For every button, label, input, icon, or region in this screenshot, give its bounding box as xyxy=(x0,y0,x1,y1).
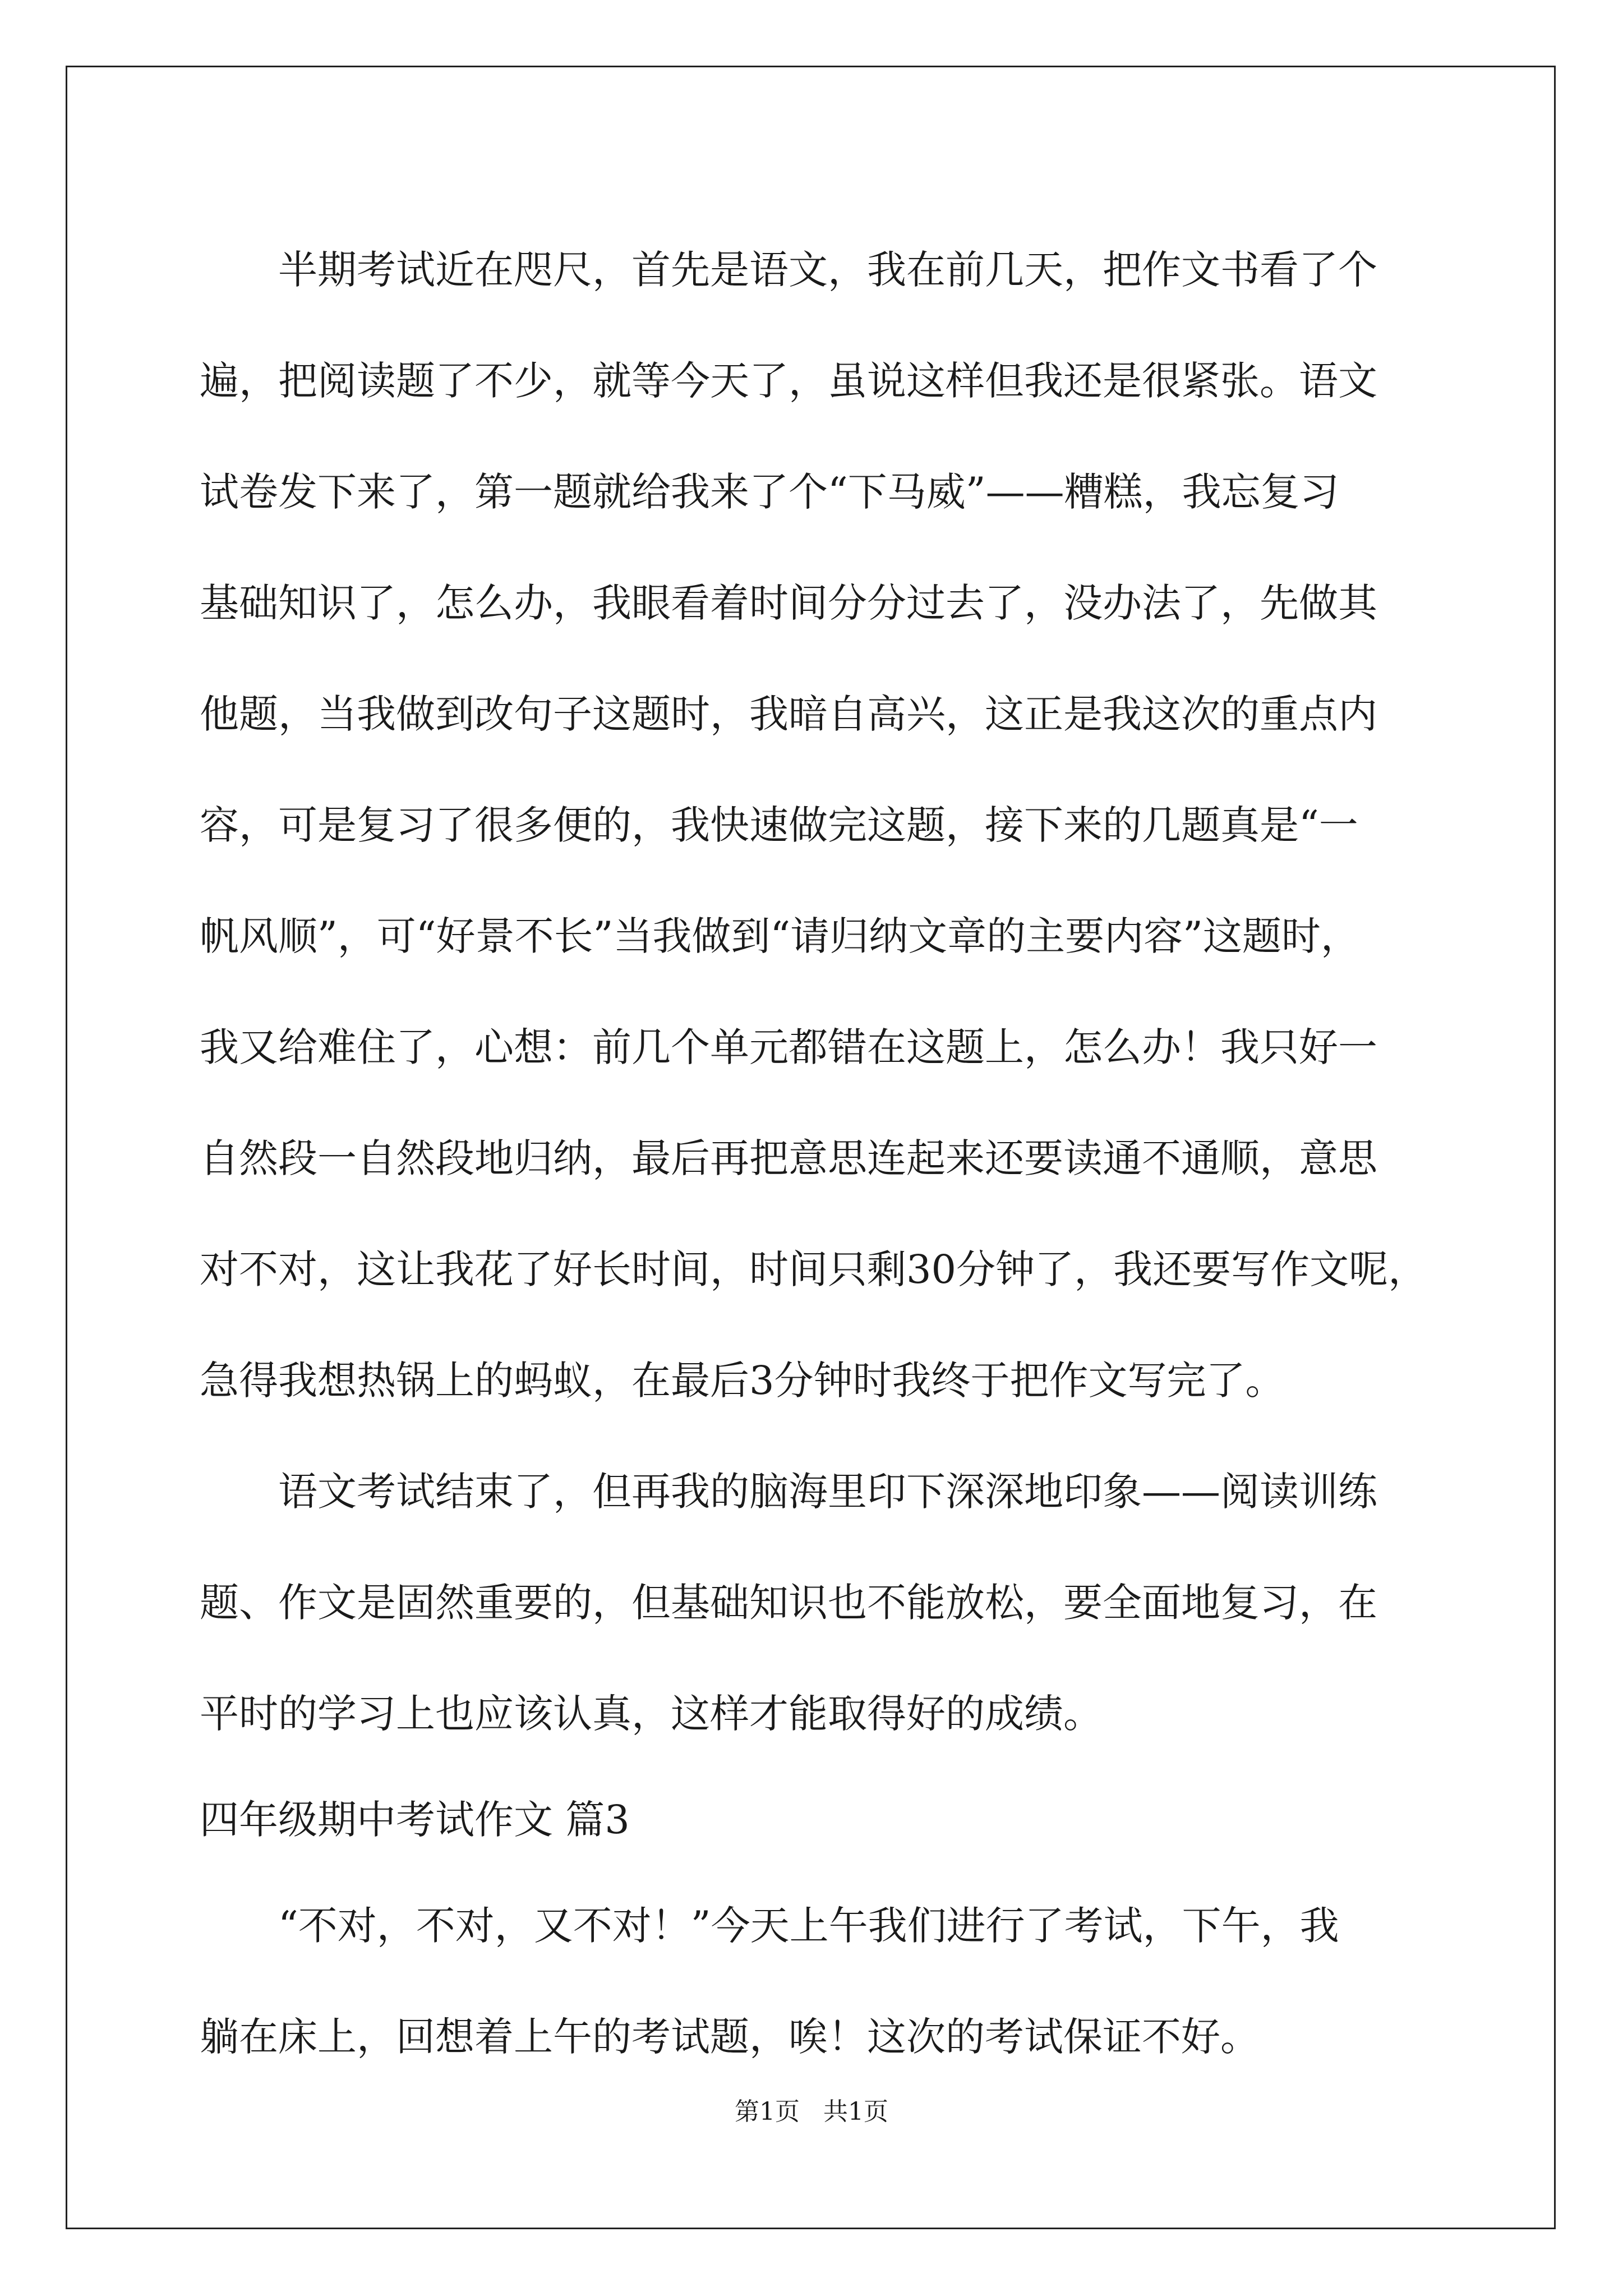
paragraph-line: 自然段一自然段地归纳，最后再把意思连起来还要读通不通顺，意思 xyxy=(200,1135,1377,1181)
paragraph-line: “不对，不对，又不对！”今天上午我们进行了考试，下午，我 xyxy=(278,1903,1339,1949)
paragraph-1 xyxy=(200,214,1427,1436)
paragraph-line: 我又给难住了，心想：前几个单元都错在这题上，怎么办！我只好一 xyxy=(200,1024,1377,1070)
paragraph-line: 题、作文是固然重要的，但基础知识也不能放松，要全面地复习，在 xyxy=(200,1580,1377,1626)
document-body xyxy=(200,214,1427,2092)
paragraph-line: 遍，把阅读题了不少，就等今天了，虽说这样但我还是很紧张。语文 xyxy=(200,358,1377,404)
page-footer: 第1页 共1页 xyxy=(735,2097,888,2126)
paragraph-line: 基础知识了，怎么办，我眼看着时间分分过去了，没办法了，先做其 xyxy=(200,580,1377,626)
paragraph-line: 半期考试近在咫尺，首先是语文，我在前几天，把作文书看了个 xyxy=(278,247,1377,293)
paragraph-3 xyxy=(200,1870,1427,2092)
section-heading: 四年级期中考试作文 篇3 xyxy=(200,1797,630,1843)
paragraph-line: 帆风顺”，可“好景不长”当我做到“请归纳文章的主要内容”这题时， xyxy=(200,913,1360,959)
paragraph-line: 急得我想热锅上的蚂蚁，在最后3分钟时我终于把作文写完了。 xyxy=(200,1358,1285,1404)
paragraph-line: 平时的学习上也应该认真，这样才能取得好的成绩。 xyxy=(200,1691,1103,1737)
paragraph-line: 躺在床上，回想着上午的考试题，唉！这次的考试保证不好。 xyxy=(200,2014,1260,2060)
paragraph-line: 试卷发下来了，第一题就给我来了个“下马威”——糟糕，我忘复习 xyxy=(200,469,1339,515)
paragraph-2 xyxy=(200,1436,1427,1769)
paragraph-line: 容，可是复习了很多便的，我快速做完这题，接下来的几题真是“一 xyxy=(200,802,1358,848)
paragraph-line: 他题，当我做到改句子这题时，我暗自高兴，这正是我这次的重点内 xyxy=(200,691,1377,737)
paragraph-line: 语文考试结束了，但再我的脑海里印下深深地印象——阅读训练 xyxy=(278,1469,1377,1515)
paragraph-line: 对不对，这让我花了好长时间，时间只剩30分钟了，我还要写作文呢， xyxy=(200,1246,1428,1292)
